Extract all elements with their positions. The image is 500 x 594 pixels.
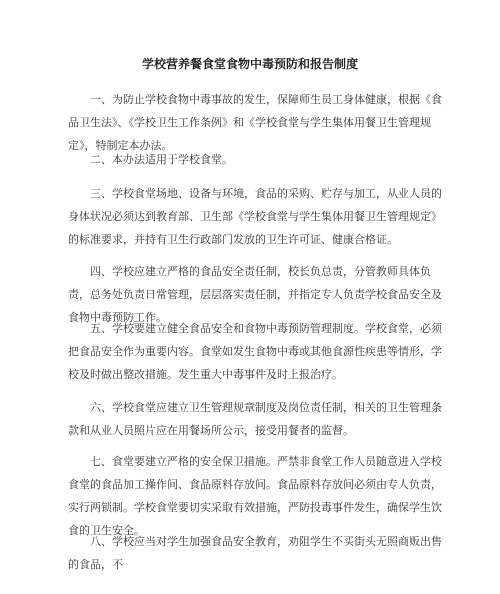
paragraph-4: 四、学校应建立严格的食品安全责任制，校长负总责，分管教师具体负责，总务处负责日常管理，层层落实责任制，并指定专人负责学校食品安全及食物中毒预防工作。 xyxy=(68,265,442,324)
paragraph-5: 五、学校要建立健全食品安全和食物中毒预防管理制度。学校食堂，必须把食品安全作为重要内容。食堂如发生食物中毒或其他食源性疾患等情形，学校及时做出整改措施。发生重大中毒事件及时上报治疗。 xyxy=(68,322,442,381)
document-title: 学校营养餐食堂食物中毒预防和报告制度 xyxy=(141,57,358,71)
paragraph-7: 七、食堂要建立严格的安全保卫措施。严禁非食堂工作人员随意进入学校食堂的食品加工操作间、食品原料存放间。食品原料存放间必须由专人负责，实行两锁制。学校食堂要切实采取有效措施，严防投毒事件发生，确保学生饮食的卫生安全。 xyxy=(68,455,442,537)
paragraph-3: 三、学校食堂场地、设备与环境，食品的采购、贮存与加工，从业人员的身体状况必须达到教育部、卫生部《学校食堂与学生集体用餐卫生管理规定》的标准要求，并持有卫生行政部门发放的卫生许可证、健康合格证。 xyxy=(68,187,442,246)
paragraph-8: 八、学校应当对学生加强食品安全教育，劝阻学生不买街头无照商贩出售的食品，不 xyxy=(68,535,442,571)
paragraph-2: 二、本办法适用于学校食堂。 xyxy=(90,153,233,166)
paragraph-1: 一、为防止学校食物中毒事故的发生，保障师生员工身体健康，根据《食品卫生法》、《学校卫生工作条例》和《学校食堂与学生集体用餐卫生管理规定》，特制定本办法。 xyxy=(68,93,442,152)
paragraph-6: 六、学校食堂应建立卫生管理规章制度及岗位责任制，相关的卫生管理条款和从业人员照片应在用餐场所公示，接受用餐者的监督。 xyxy=(68,401,442,437)
